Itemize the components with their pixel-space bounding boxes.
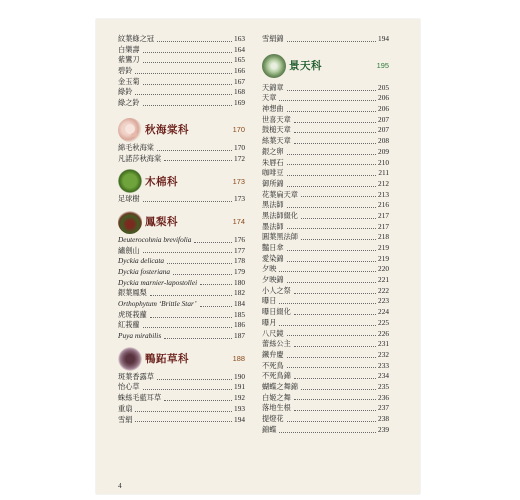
toc-entry <box>118 415 245 426</box>
dot-leader <box>279 324 376 326</box>
entry-title: 花葉扁天章 <box>262 189 298 199</box>
dot-leader <box>294 292 376 294</box>
dot-leader <box>143 83 232 85</box>
entry-title: 重扇 <box>118 403 133 413</box>
dot-leader <box>287 281 376 283</box>
entry-page: 182 <box>234 288 245 298</box>
toc-entry <box>262 93 389 104</box>
section-heading <box>118 346 245 372</box>
toc-entry <box>262 83 389 94</box>
toc-entry <box>118 55 245 66</box>
toc-entry <box>262 179 389 190</box>
toc-entry <box>118 288 245 299</box>
entry-title: Dyckia fosteriana <box>118 266 171 276</box>
entry-page: 233 <box>378 360 389 370</box>
dot-leader <box>287 249 376 251</box>
toc-entry <box>118 66 245 77</box>
entry-title: 綠鈴 <box>118 87 133 97</box>
toc-entry <box>262 190 389 201</box>
toc-entry <box>262 211 389 222</box>
entry-title: 神想曲 <box>262 104 284 114</box>
bromeliad-photo <box>118 210 142 234</box>
entry-page: 173 <box>234 194 245 204</box>
entry-title: 紋葉綠之冠 <box>118 34 154 43</box>
dot-leader <box>301 217 376 219</box>
entry-page: 206 <box>378 104 389 114</box>
dot-leader <box>287 110 376 112</box>
entry-page: 239 <box>378 424 389 434</box>
entry-page: 169 <box>234 98 245 108</box>
entry-title: 愛染錦 <box>262 253 284 263</box>
dot-leader <box>287 366 376 368</box>
entry-page: 187 <box>234 331 245 341</box>
entry-page: 222 <box>378 285 389 295</box>
entry-page: 176 <box>234 234 245 244</box>
section-heading <box>118 168 245 194</box>
entry-title: 不死鳥錦 <box>262 371 291 381</box>
dot-leader <box>143 51 232 53</box>
toc-entry <box>118 310 245 321</box>
dot-leader <box>150 294 232 296</box>
toc-entry <box>118 77 245 88</box>
entry-title: 綠之鈴 <box>118 98 140 108</box>
section-page: 173 <box>232 176 245 186</box>
entry-title: 斑葉香露草 <box>118 371 154 381</box>
dot-leader <box>143 326 232 328</box>
spiderwort-photo <box>118 347 142 371</box>
toc-entry <box>118 331 245 342</box>
entry-page: 221 <box>378 275 389 285</box>
toc-entry <box>118 194 245 205</box>
entry-title: 曝月 <box>262 317 277 327</box>
dot-leader <box>287 334 376 336</box>
entry-page: 205 <box>378 82 389 92</box>
entry-page: 166 <box>234 66 245 76</box>
entry-title: 咖啡豆 <box>262 168 284 178</box>
entry-page: 164 <box>234 44 245 54</box>
dot-leader <box>294 398 376 400</box>
toc-entry <box>262 34 389 45</box>
toc-entry <box>262 136 389 147</box>
entry-title: 金玉菊 <box>118 76 140 86</box>
entry-page: 172 <box>234 153 245 163</box>
dot-leader <box>157 378 232 380</box>
entry-page: 193 <box>234 403 245 413</box>
entry-page: 207 <box>378 114 389 124</box>
entry-title: Puya mirabilis <box>118 331 162 341</box>
dot-leader <box>287 420 376 422</box>
entry-page: 178 <box>234 256 245 266</box>
entry-page: 235 <box>378 381 389 391</box>
entry-page: 216 <box>378 200 389 210</box>
entry-title: 絲葉天章 <box>262 136 291 146</box>
dot-leader <box>135 93 232 95</box>
toc-entry <box>262 296 389 307</box>
entry-page: 185 <box>234 309 245 319</box>
page-number: 4 <box>118 481 122 490</box>
dot-leader <box>301 238 376 240</box>
entry-title: 曝日綴化 <box>262 307 291 317</box>
toc-entry <box>262 339 389 350</box>
dot-leader <box>200 283 232 285</box>
entry-page: 186 <box>234 320 245 330</box>
dot-leader <box>167 262 232 264</box>
toc-entry <box>118 45 245 56</box>
entry-title: Deuterocohnia brevifolia <box>118 234 192 244</box>
toc-entry <box>262 147 389 158</box>
entry-page: 237 <box>378 403 389 413</box>
entry-title: 雪絹 <box>118 414 133 424</box>
dot-leader <box>164 399 232 401</box>
toc-entry <box>262 125 389 136</box>
toc-entry <box>262 361 389 372</box>
entry-title: 蛛絲毛藍耳草 <box>118 393 162 403</box>
entry-title: 黑法師 <box>262 200 284 210</box>
toc-entry <box>262 403 389 414</box>
dot-leader <box>287 260 376 262</box>
dot-leader <box>294 409 376 411</box>
entry-page: 180 <box>234 277 245 287</box>
dot-leader <box>287 185 376 187</box>
dot-leader <box>294 121 376 123</box>
entry-title: Dyckia marnier-lapostollei <box>118 277 198 287</box>
entry-title: 朱唇石 <box>262 157 284 167</box>
toc-entry <box>262 414 389 425</box>
toc-right-column <box>262 34 389 435</box>
entry-page: 194 <box>378 34 389 43</box>
entry-title: 白姬之舞 <box>262 392 291 402</box>
dot-leader <box>157 149 232 151</box>
toc-entry <box>262 158 389 169</box>
entry-page: 192 <box>234 393 245 403</box>
section-page: 188 <box>232 354 245 364</box>
entry-page: 177 <box>234 245 245 255</box>
dot-leader <box>294 377 376 379</box>
entry-title: 蕾絲公主 <box>262 339 291 349</box>
dot-leader <box>143 61 232 63</box>
toc-entry <box>118 87 245 98</box>
entry-title: 夕映 <box>262 264 277 274</box>
bombax-photo <box>118 169 142 193</box>
entry-page: 218 <box>378 232 389 242</box>
dot-leader <box>287 356 376 358</box>
entry-title: 蝴蝶之舞錦 <box>262 381 298 391</box>
toc-entry <box>262 232 389 243</box>
dot-leader <box>287 153 376 155</box>
dot-leader <box>287 40 376 42</box>
entry-page: 209 <box>378 146 389 156</box>
entry-title: Orthophytum ‘Brittle Star’ <box>118 299 197 308</box>
dot-leader <box>294 313 376 315</box>
dot-leader <box>294 142 376 144</box>
toc-entry <box>118 98 245 109</box>
entry-page: 210 <box>378 157 389 167</box>
dot-leader <box>287 163 376 165</box>
entry-page: 225 <box>378 317 389 327</box>
dot-leader <box>143 200 232 202</box>
toc-entry <box>118 278 245 289</box>
entry-page: 170 <box>234 142 245 152</box>
begonia-photo <box>118 118 142 142</box>
entry-page: 217 <box>378 210 389 220</box>
entry-page: 184 <box>234 299 245 308</box>
toc-entry <box>118 404 245 415</box>
entry-title: 提燈花 <box>262 414 284 423</box>
entry-page: 231 <box>378 339 389 349</box>
entry-title: 天章 <box>262 93 277 103</box>
toc-entry <box>262 264 389 275</box>
entry-page: 211 <box>378 168 389 178</box>
dot-leader <box>294 131 376 133</box>
dot-leader <box>279 302 376 304</box>
entry-page: 163 <box>234 34 245 43</box>
dot-leader <box>164 159 232 161</box>
entry-title: 世喜天章 <box>262 114 291 124</box>
toc-entry <box>118 393 245 404</box>
entry-title: 不死鳥 <box>262 360 284 370</box>
entry-title: 墨法師 <box>262 221 284 231</box>
entry-title: 天錦章 <box>262 82 284 92</box>
entry-title: 雪絹錦 <box>262 34 284 43</box>
toc-entry <box>118 372 245 383</box>
entry-title: 豔日傘 <box>262 243 284 252</box>
sedum-photo <box>262 54 286 78</box>
toc-entry <box>118 320 245 331</box>
section-title: 鴨跖草科 <box>145 353 189 366</box>
entry-page: 238 <box>378 414 389 423</box>
dot-leader <box>157 40 232 42</box>
dot-leader <box>164 337 232 339</box>
dot-leader <box>287 174 377 176</box>
entry-title: 足球樹 <box>118 194 140 204</box>
toc-entry <box>262 393 389 404</box>
entry-title: 夕映錦 <box>262 275 284 285</box>
toc-entry <box>262 168 389 179</box>
entry-title: 凡諾莎秋海棠 <box>118 153 162 163</box>
entry-page: 167 <box>234 76 245 86</box>
toc-entry <box>118 143 245 154</box>
section-page: 170 <box>232 125 245 135</box>
left-top-entries <box>118 34 245 109</box>
entry-page: 226 <box>378 328 389 338</box>
entry-title: 紫鸞刀 <box>118 55 140 65</box>
dot-leader <box>301 195 376 197</box>
entry-page: 219 <box>378 253 389 263</box>
entry-page: 190 <box>234 371 245 381</box>
toc-entry <box>118 382 245 393</box>
dot-leader <box>150 316 232 318</box>
dot-leader <box>194 241 232 243</box>
toc-entry <box>118 34 245 45</box>
entry-page: 194 <box>234 414 245 424</box>
entry-title: 曝日 <box>262 296 277 306</box>
sedum-entry-list <box>262 83 389 436</box>
toc-entry <box>118 256 245 267</box>
entry-page: 220 <box>378 264 389 274</box>
toc-entry <box>262 115 389 126</box>
dot-leader <box>279 270 376 272</box>
book-page <box>96 19 420 494</box>
entry-title: 銀之卵 <box>262 146 284 156</box>
entry-title: 御所錦 <box>262 178 284 188</box>
entry-page: 234 <box>378 371 389 381</box>
entry-title: 錦蝶 <box>262 424 277 434</box>
section-heading <box>118 117 245 143</box>
entry-page: 213 <box>378 189 389 199</box>
dot-leader <box>279 431 376 433</box>
entry-title: 圓葉黑法師 <box>262 232 298 242</box>
dot-leader <box>135 72 232 74</box>
entry-page: 224 <box>378 307 389 317</box>
section-title: 秋海棠科 <box>145 124 189 137</box>
entry-title: 鐵弁慶 <box>262 349 284 359</box>
dot-leader <box>287 227 376 229</box>
entry-title: 碧鈴 <box>118 66 133 76</box>
toc-entry <box>118 267 245 278</box>
entry-title: 銀葉鳳梨 <box>118 288 147 298</box>
entry-title: 八尺鏡 <box>262 328 284 338</box>
entry-title: 紅莪蘿 <box>118 320 140 330</box>
toc-entry <box>262 243 389 254</box>
section-title: 木棉科 <box>145 175 178 188</box>
toc-entry <box>262 329 389 340</box>
entry-title: 小人之祭 <box>262 285 291 295</box>
toc-entry <box>262 286 389 297</box>
section-page: 195 <box>376 61 389 71</box>
toc-left-column <box>118 34 245 425</box>
entry-page: 206 <box>378 93 389 103</box>
toc-entry <box>262 350 389 361</box>
entry-page: 179 <box>234 266 245 276</box>
entry-page: 168 <box>234 87 245 97</box>
entry-page: 191 <box>234 382 245 392</box>
entry-page: 236 <box>378 392 389 402</box>
dot-leader <box>143 104 232 106</box>
toc-entry <box>262 254 389 265</box>
dot-leader <box>173 273 232 275</box>
dot-leader <box>143 251 232 253</box>
entry-title: 綿毛秋海棠 <box>118 142 154 152</box>
section-heading <box>262 49 389 83</box>
entry-title: 黑法師綴化 <box>262 210 298 220</box>
dot-leader <box>301 388 376 390</box>
section-title: 景天科 <box>289 60 322 73</box>
dot-leader <box>135 420 232 422</box>
dot-leader <box>135 410 232 412</box>
entry-page: 217 <box>378 221 389 231</box>
dot-leader <box>143 388 232 390</box>
toc-entry <box>118 235 245 246</box>
toc-entry <box>262 371 389 382</box>
toc-entry <box>118 299 245 310</box>
entry-title: Dyckia delicata <box>118 256 164 266</box>
entry-title: 怡心草 <box>118 382 140 392</box>
entry-title: 落地生根 <box>262 403 291 413</box>
section-page: 174 <box>232 217 245 227</box>
toc-entry <box>262 275 389 286</box>
dot-leader <box>287 89 376 91</box>
section-title: 鳳梨科 <box>145 216 178 229</box>
dot-leader <box>200 305 233 307</box>
toc-entry <box>118 154 245 165</box>
entry-page: 165 <box>234 55 245 65</box>
entry-page: 223 <box>378 296 389 306</box>
entry-title: 繡劍山 <box>118 245 140 255</box>
toc-entry <box>262 425 389 436</box>
dot-leader <box>279 99 376 101</box>
dot-leader <box>294 345 376 347</box>
section-heading <box>118 209 245 235</box>
entry-page: 208 <box>378 136 389 146</box>
entry-title: 白樂壽 <box>118 44 140 54</box>
toc-entry <box>262 200 389 211</box>
toc-entry <box>262 318 389 329</box>
entry-title: 鼓槌天章 <box>262 125 291 135</box>
entry-page: 207 <box>378 125 389 135</box>
entry-page: 219 <box>378 243 389 252</box>
toc-entry <box>262 307 389 318</box>
entry-page: 232 <box>378 349 389 359</box>
entry-title: 虎斑莪蘿 <box>118 309 147 319</box>
dot-leader <box>287 206 376 208</box>
toc-entry <box>262 382 389 393</box>
toc-entry <box>118 246 245 257</box>
entry-page: 212 <box>378 178 389 188</box>
toc-entry <box>262 104 389 115</box>
toc-entry <box>262 222 389 233</box>
